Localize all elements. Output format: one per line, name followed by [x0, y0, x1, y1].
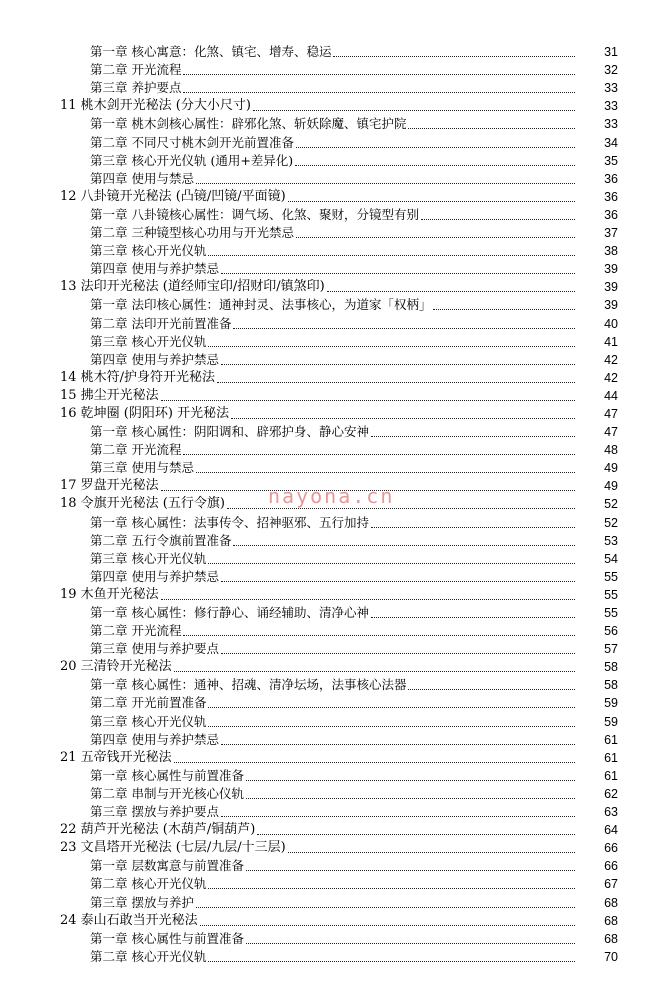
toc-dot-leader: [408, 127, 575, 129]
toc-entry-title: 第一章 桃木剑核心属性：辟邪化煞、斩妖除魔、镇宅护院: [90, 116, 407, 132]
toc-section-entry[interactable]: [0, 97, 658, 115]
toc-page-number: 31: [604, 45, 618, 60]
toc-page-number: 61: [604, 732, 618, 747]
toc-dot-leader: [174, 761, 575, 763]
toc-page-number: 58: [604, 678, 618, 693]
toc-dot-leader: [433, 308, 575, 310]
toc-dot-leader: [161, 598, 575, 600]
toc-dot-leader: [183, 634, 575, 636]
toc-entry-title: 16 乾坤圈 (阴阳环) 开光秘法: [60, 405, 230, 421]
toc-chapter-entry[interactable]: [0, 803, 658, 821]
toc-chapter-entry[interactable]: [0, 441, 658, 459]
toc-entry-title: 第一章 层数寓意与前置准备: [90, 858, 244, 874]
toc-section-entry[interactable]: [0, 586, 658, 604]
toc-dot-leader: [253, 109, 575, 111]
toc-section-entry[interactable]: [0, 749, 658, 767]
toc-dot-leader: [295, 164, 575, 166]
toc-dot-leader: [246, 869, 575, 871]
toc-entry-title: 14 桃木符/护身符开光秘法: [60, 369, 216, 385]
toc-page-number: 53: [604, 533, 618, 548]
toc-entry-title: 第三章 养护要点: [90, 80, 182, 96]
toc-dot-leader: [174, 670, 575, 672]
toc-page-number: 35: [604, 153, 618, 168]
toc-dot-leader: [221, 743, 575, 745]
toc-dot-leader: [246, 779, 575, 781]
toc-entry-title: 22 葫芦开光秘法 (木葫芦/铜葫芦): [60, 822, 256, 838]
toc-chapter-entry[interactable]: [0, 423, 658, 441]
toc-page-number: 36: [604, 189, 618, 204]
toc-entry-title: 第二章 五行令旗前置准备: [90, 532, 232, 548]
toc-page-number: 68: [604, 913, 618, 928]
toc-page-number: 52: [604, 515, 618, 530]
toc-entry-title: 17 罗盘开光秘法: [60, 478, 159, 494]
toc-chapter-entry[interactable]: [0, 224, 658, 242]
toc-page-number: 61: [604, 750, 618, 765]
toc-page-number: 59: [604, 714, 618, 729]
toc-entry-title: 15 拂尘开光秘法: [60, 387, 159, 403]
toc-page-number: 40: [604, 316, 618, 331]
toc-dot-leader: [221, 652, 575, 654]
toc-section-entry[interactable]: [0, 912, 658, 930]
toc-section-entry[interactable]: [0, 821, 658, 839]
toc-section-entry[interactable]: [0, 278, 658, 296]
toc-entry-title: 第一章 核心属性：通神、招魂、清净坛场，法事核心法器: [90, 677, 407, 693]
toc-dot-leader: [221, 580, 575, 582]
toc-entry-title: 第三章 核心开光仪轨: [90, 550, 207, 566]
toc-page-number: 58: [604, 660, 618, 675]
toc-page-number: 68: [604, 895, 618, 910]
toc-page-number: 57: [604, 642, 618, 657]
toc-page-number: 55: [604, 587, 618, 602]
toc-entry-title: 第一章 核心属性与前置准备: [90, 767, 244, 783]
toc-chapter-entry[interactable]: [0, 568, 658, 586]
toc-page-number: 55: [604, 606, 618, 620]
toc-chapter-entry[interactable]: [0, 79, 658, 97]
toc-chapter-entry[interactable]: [0, 296, 658, 314]
toc-chapter-entry[interactable]: [0, 351, 658, 369]
toc-page-number: 37: [604, 226, 618, 241]
toc-chapter-entry[interactable]: [0, 170, 658, 188]
toc-entry-title: 第三章 使用与禁忌: [90, 460, 194, 476]
toc-page-number: 33: [604, 99, 618, 114]
toc-chapter-entry[interactable]: [0, 550, 658, 568]
toc-page-number: 32: [604, 63, 618, 78]
toc-page-number: 68: [604, 931, 618, 946]
toc-dot-leader: [221, 815, 575, 817]
toc-dot-leader: [327, 290, 575, 292]
toc-entry-title: 第一章 八卦镜核心属性：调气场、化煞、聚财，分镜型有别: [90, 206, 419, 222]
toc-chapter-entry[interactable]: [0, 857, 658, 875]
toc-section-entry[interactable]: [0, 658, 658, 676]
toc-page-number: 67: [604, 877, 618, 892]
toc-page-number: 66: [604, 841, 618, 856]
toc-page-number: 63: [604, 805, 618, 820]
watermark: nayona.cn: [268, 484, 395, 508]
toc-dot-leader: [371, 616, 575, 618]
toc-chapter-entry[interactable]: [0, 513, 658, 531]
toc-entry-title: 第三章 核心开光仪轨 (通用+差异化): [90, 152, 294, 168]
toc-dot-leader: [371, 435, 575, 437]
toc-dot-leader: [333, 55, 575, 57]
toc-dot-leader: [221, 272, 575, 274]
toc-entry-title: 第二章 法印开光前置准备: [90, 315, 232, 331]
toc-dot-leader: [221, 363, 575, 365]
toc-page-number: 56: [604, 624, 618, 639]
toc-entry-title: 第三章 摆放与养护要点: [90, 804, 219, 820]
toc-page-number: 44: [604, 388, 618, 403]
toc-chapter-entry[interactable]: [0, 314, 658, 332]
toc-entry-title: 第四章 使用与养护禁忌: [90, 261, 219, 277]
toc-page-number: 42: [604, 352, 618, 367]
toc-dot-leader: [246, 797, 575, 799]
toc-chapter-entry[interactable]: [0, 604, 658, 622]
toc-page-number: 33: [604, 117, 618, 132]
toc-entry-title: 第四章 使用与养护禁忌: [90, 351, 219, 367]
toc-chapter-entry[interactable]: [0, 930, 658, 948]
toc-chapter-entry[interactable]: [0, 875, 658, 893]
toc-entry-title: 第二章 核心开光仪轨: [90, 948, 207, 964]
toc-section-entry[interactable]: [0, 387, 658, 405]
toc-page-number: 55: [604, 569, 618, 584]
toc-entry-title: 第二章 串制与开光核心仪轨: [90, 785, 244, 801]
toc-entry-title: 21 五帝钱开光秘法: [60, 749, 172, 765]
toc-chapter-entry[interactable]: [0, 532, 658, 550]
toc-entry-title: 第二章 三种镜型核心功用与开光禁忌: [90, 225, 294, 241]
toc-entry-title: 第一章 核心属性：修行静心、诵经辅助、清净心神: [90, 605, 369, 620]
toc-dot-leader: [371, 526, 575, 528]
toc-dot-leader: [208, 706, 575, 708]
toc-page-number: 42: [604, 370, 618, 385]
toc-chapter-entry[interactable]: [0, 731, 658, 749]
toc-entry-title: 第三章 使用与养护要点: [90, 641, 219, 657]
toc-page-number: 49: [604, 461, 618, 476]
toc-entry-title: 11 桃木剑开光秘法 (分大小尺寸): [60, 98, 251, 114]
toc-entry-title: 第三章 核心开光仪轨: [90, 713, 207, 729]
toc-dot-leader: [288, 851, 575, 853]
toc-page-number: 47: [604, 406, 618, 421]
toc-entry-title: 第一章 核心属性：法事传令、招神驱邪、五行加持: [90, 514, 369, 530]
toc-dot-leader: [208, 960, 575, 962]
toc-entry-title: 第四章 使用与养护禁忌: [90, 731, 219, 747]
toc-chapter-entry[interactable]: [0, 333, 658, 351]
toc-page-number: 39: [604, 262, 618, 277]
toc-entry-title: 20 三清铃开光秘法: [60, 659, 172, 675]
toc-dot-leader: [208, 887, 575, 889]
toc-chapter-entry[interactable]: [0, 893, 658, 911]
toc-entry-title: 第四章 使用与禁忌: [90, 170, 194, 186]
toc-entry-title: 第四章 使用与养护禁忌: [90, 568, 219, 584]
toc-page-number: 62: [604, 786, 618, 801]
toc-chapter-entry[interactable]: [0, 242, 658, 260]
toc-chapter-entry[interactable]: [0, 712, 658, 730]
toc-chapter-entry[interactable]: [0, 767, 658, 785]
toc-dot-leader: [233, 327, 575, 329]
toc-chapter-entry[interactable]: [0, 133, 658, 151]
toc-chapter-entry[interactable]: [0, 676, 658, 694]
toc-section-entry[interactable]: [0, 839, 658, 857]
toc-entry-title: 第一章 法印核心属性：通神封灵、法事核心，为道家「权柄」: [90, 297, 432, 313]
toc-dot-leader: [196, 182, 575, 184]
toc-dot-leader: [408, 688, 575, 690]
toc-page-number: 36: [604, 171, 618, 186]
toc-page-number: 39: [604, 298, 618, 313]
toc-dot-leader: [233, 544, 575, 546]
toc-dot-leader: [183, 453, 575, 455]
toc-entry-title: 第二章 开光流程: [90, 623, 182, 639]
toc-chapter-entry[interactable]: [0, 459, 658, 477]
toc-entry-title: 第三章 核心开光仪轨: [90, 333, 207, 349]
toc-dot-leader: [296, 236, 575, 238]
toc-entry-title: 第二章 开光流程: [90, 442, 182, 458]
toc-entry-title: 24 泰山石敢当开光秘法: [60, 912, 198, 928]
toc-page-number: 54: [604, 551, 618, 566]
toc-section-entry[interactable]: [0, 369, 658, 387]
toc-entry-title: 第一章 核心属性：阴阳调和、辟邪护身、静心安神: [90, 424, 369, 440]
toc-entry-title: 第二章 核心开光仪轨: [90, 876, 207, 892]
toc-page-number: 52: [604, 497, 618, 512]
toc-chapter-entry[interactable]: [0, 61, 658, 79]
toc-dot-leader: [208, 562, 575, 564]
toc-page-number: 38: [604, 244, 618, 259]
toc-dot-leader: [231, 417, 575, 419]
toc-page-number: 33: [604, 81, 618, 96]
toc-entry-title: 23 文昌塔开光秘法 (七层/九层/十三层): [60, 840, 286, 856]
toc-dot-leader: [208, 254, 575, 256]
toc-page-number: 34: [604, 135, 618, 150]
toc-page-number: 59: [604, 696, 618, 711]
toc-page-number: 49: [604, 479, 618, 494]
toc-dot-leader: [183, 91, 575, 93]
toc-entry-title: 第二章 开光流程: [90, 62, 182, 78]
toc-chapter-entry[interactable]: [0, 694, 658, 712]
toc-dot-leader: [288, 200, 575, 202]
toc-chapter-entry[interactable]: [0, 640, 658, 658]
toc-chapter-entry[interactable]: [0, 152, 658, 170]
toc-entry-title: 第三章 摆放与养护: [90, 894, 194, 910]
toc-page-number: 48: [604, 443, 618, 458]
toc-page-number: 47: [604, 425, 618, 440]
toc-dot-leader: [257, 833, 575, 835]
toc-dot-leader: [421, 218, 575, 220]
toc-dot-leader: [200, 924, 575, 926]
toc-chapter-entry[interactable]: [0, 622, 658, 640]
toc-page-number: 41: [604, 334, 618, 349]
toc-chapter-entry[interactable]: [0, 260, 658, 278]
toc-section-entry[interactable]: [0, 405, 658, 423]
toc-entry-title: 19 木鱼开光秘法: [60, 586, 159, 602]
toc-entry-title: 第一章 核心属性与前置准备: [90, 930, 244, 946]
toc-dot-leader: [208, 725, 575, 727]
toc-page-number: 36: [604, 207, 618, 222]
toc-dot-leader: [196, 906, 575, 908]
toc-entry-title: 第二章 不同尺寸桃木剑开光前置准备: [90, 134, 294, 150]
toc-entry-title: 12 八卦镜开光秘法 (凸镜/凹镜/平面镜): [60, 188, 286, 204]
toc-section-entry[interactable]: [0, 188, 658, 206]
toc-entry-title: 第一章 核心寓意：化煞、镇宅、增寿、稳运: [90, 44, 332, 60]
toc-dot-leader: [296, 146, 575, 148]
toc-entry-title: 第三章 核心开光仪轨: [90, 243, 207, 259]
toc-dot-leader: [246, 942, 575, 944]
toc-chapter-entry[interactable]: [0, 43, 658, 61]
toc-page-number: 70: [604, 949, 618, 964]
toc-dot-leader: [161, 399, 575, 401]
toc-dot-leader: [196, 471, 575, 473]
toc-page-number: 64: [604, 823, 618, 838]
toc-entry-title: 13 法印开光秘法 (道经师宝印/招财印/镇煞印): [60, 279, 325, 295]
toc-page-number: 39: [604, 280, 618, 295]
toc-dot-leader: [208, 345, 575, 347]
toc-chapter-entry[interactable]: [0, 948, 658, 966]
toc-chapter-entry[interactable]: [0, 785, 658, 803]
toc-chapter-entry[interactable]: [0, 115, 658, 133]
toc-entry-title: 18 令旗开光秘法 (五行令旗): [60, 496, 225, 512]
toc-page-number: 66: [604, 859, 618, 874]
toc-dot-leader: [183, 73, 575, 75]
toc-entry-title: 第二章 开光前置准备: [90, 695, 207, 711]
toc-page-number: 61: [604, 768, 618, 783]
toc-chapter-entry[interactable]: [0, 206, 658, 224]
toc-dot-leader: [217, 381, 575, 383]
